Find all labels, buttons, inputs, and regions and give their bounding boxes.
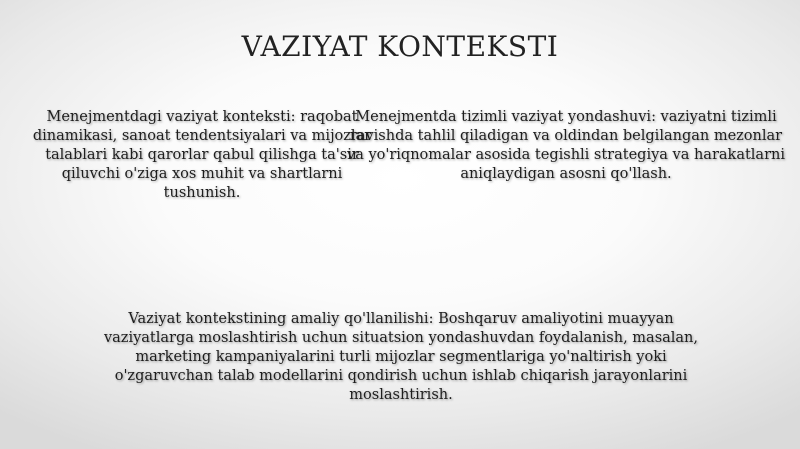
- systematic-approach-text: Menejmentda tizimli vaziyat yondashuvi: vaziyatni tizimli ravishda tahlil qiladigan va oldindan belgilangan mezonlar va yo'riqnomalar asosida tegishli strategiya va harakatlarni aniqlaydigan asosni qo'llash.: [347, 109, 785, 182]
- slide-title: VAZIYAT KONTEKSTI: [241, 30, 559, 63]
- situation-context-definition: Menejmentdagi vaziyat konteksti: raqobat dinamikasi, sanoat tendentsiyalari va mijozlar talablari kabi qarorlar qabul qilishga ta'sir qiluvchi o'ziga xos muhit va shartlarni tushunish.: [32, 109, 372, 201]
- practical-application-text: Vaziyat kontekstining amaliy qo'llanilishi: Boshqaruv amaliyotini muayyan vaziyatlarga moslashtirish uchun situatsion yondashuvdan foydalanish, masalan, marketing kampaniyalarini turli mijozlar segmentlariga yo'naltirish yoki o'zgaruvchan talab modellarini qondirish uchun ishlab chiqarish jarayonlarini moslashtirish.: [103, 311, 699, 403]
